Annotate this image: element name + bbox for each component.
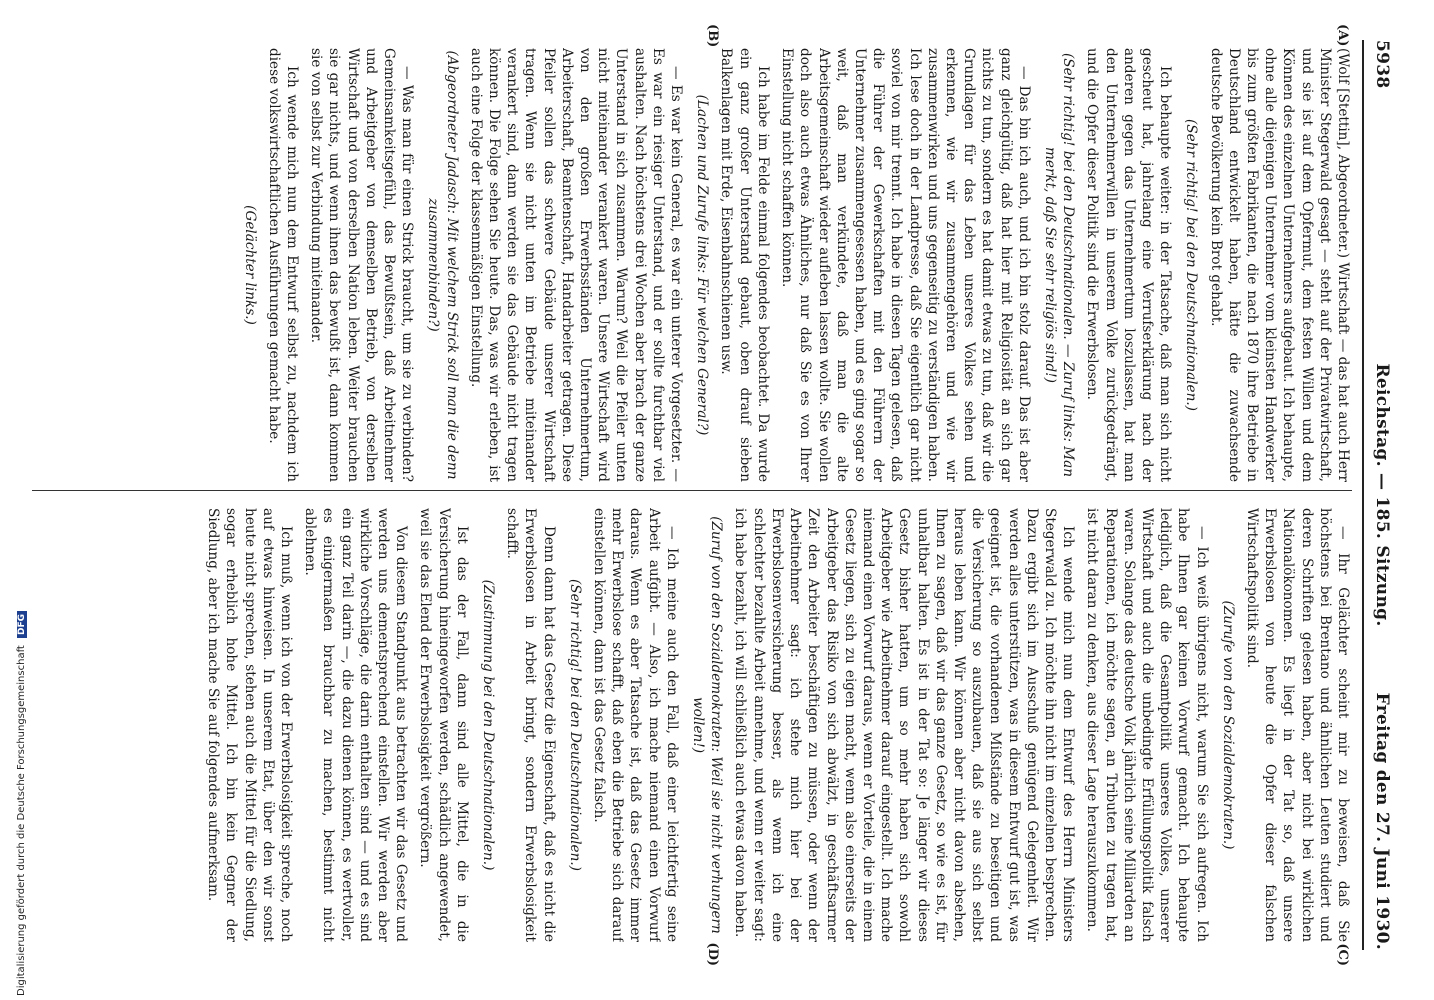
margin-marker-b: (B) [705,24,720,48]
paragraph: — Ihr Gelächter scheint mir zu beweisen, daß Sie höchstens bei Brentano und ähnlichen Leuten studiert und deren Schriften gelesen haben, aber nicht bei wirklichen Nationalökonomen. Es liegt in der Tat so, daß unsere Erwerbslosen von heute die Opfer dieser falschen Wirtschaftspolitik sind. [1243,508,1351,942]
paragraph: (Wolf [Stettin], Abgeordneter.) Wirtschaft — das hat auch Herr Minister Stegerwald gesagt — steht auf der Privatwirtschaft, und sie ist auf dem Opfermut, dem festen Willen und dem Können des einzelnen Unternehmers aufgebaut. Ich behaupte, ohne alle diejenigen Unternehmer vom kleinsten Handwerker bis zum größten Fabrikanten, die nach 1870 ihre Betriebe in Deutschland entwickelt haben, hätte die zuwachsende deutsche Bevölkerung kein Brot gehabt. [1207,48,1351,482]
paragraph: Ich wende mich nun dem Entwurf des Herrn Ministers Stegerwald zu. Ich möchte ihn nicht im einzelnen besprechen. Dazu ergibt sich im Ausschuß genügend Gelegenheit. Wir werden alles unterstützen, was in diesem Entwurf gut ist, was geeignet ist, die vorhandenen Mißstände zu beseitigen und die Versicherung so auszubauen, daß sie aus sich selbst heraus leben kann. Wir können aber nicht davon absehen, Ihnen zu sagen, daß wir das ganze Gesetz, so wie es ist, für unhaltbar halten. Es ist in der Tat so: Je länger wir dieses Gesetz bisher hatten, um so mehr haben sich sowohl Arbeitgeber wie Arbeitnehmer darauf eingestellt. Ich mache niemand einen Vorwurf daraus, wenn er Vorteile, die in einem Gesetz liegen, sich zu eigen macht, wenn also einerseits der Arbeitgeber das Risiko von sich abwälzt, in geschäftsarmer Zeit den Arbeiter beschäftigen zu müssen, oder wenn der Arbeitnehmer sagt: ich stehe mich hier bei der Erwerbslosenversicherung besser, als wenn ich eine schlechter bezahlte Arbeit annehme, und wenn er weiter sagt: ich habe bezahlt, ich will schließlich auch etwas davon haben. [732,508,1077,942]
paragraph: — Das bin ich auch, und ich bin stolz darauf. Das ist aber ganz gleichgültig, daß hat hier mit Religiosität an sich gar nichts zu tun, sondern es hat damit etwas zu tun, daß wir die Grundlagen für das Leben unseres Volkes sehen und erkennen, wie wir zusammengehören und wie wir zusammenwirken und uns gegenseitig zu verständigen haben. Ich lese doch in der Landpresse, daß Sie eigentlich gar nicht soviel von mir trennt. Ich habe in diesen Tagen gelesen, daß die Führer der Gewerkschaften mit den Führern der Unternehmer zusammengesessen haben, und es ging sogar so weit, daß man verkündete, daß man die alte Arbeitsgemeinschaft wieder aufleben lassen wollte. Sie wollen doch also auch etwas Ähnliches, nur daß Sie es von Ihrer Einstellung nicht schaffen können. [779,48,1032,482]
interjection: (Abgeordneter Jadasch: Mit welchem Strick soll man die denn zusammenbinden?) [425,50,460,480]
interjection: (Gelächter links.) [241,205,258,325]
interjection: (Sehr richtig! bei den Deutschnationalen.) [1183,119,1200,411]
paragraph: — Ich meine auch den Fall, daß einer leichtfertig seine Arbeit aufgibt. — Also, ich mache niemand einen Vorwurf daraus. Wenn es aber Tatsache ist, daß das Gesetz immer mehr Erwerbslose schafft, daß eben die Betriebe sich darauf einstellen können, dann ist das Gesetz falsch. [591,508,680,942]
margin-marker-d: (D) [705,942,720,966]
paragraph: Ich habe im Felde einmal folgendes beobachtet. Da wurde ein ganz großer Unterstand gebaut, oben drauf sieben Balkenlagen mit Erde, Eisenbahnschienen usw. [718,48,771,482]
margin-marker-a: (A) [1335,24,1350,47]
paragraph: — Es war kein General, es war ein unterer Vorgesetzter. — Es war ein riesiger Unterstand, und er sollte furchtbar viel aushalten. Nach höchstens drei Wochen aber brach der ganze Unterstand in sich zusammen. Warum? Weil die Pfeiler unten nicht miteinander verankert waren. Unsere Wirtschaft wird von den großen Erwerbsständen Unternehmertum, Arbeiterschaft, Beamtenschaft, Handarbeiter getragen. Diese Pfeiler sollen das schwere Gebäude unserer Wirtschaft tragen. Wenn sie nicht unten im Betriebe miteinander verankert sind, dann werden sie das Gebäude nicht tragen können. Die Folge sehen Sie heute. Das, was wir erleben, ist auch eine Folge der klassenmäßigen Einstellung. [467,48,685,482]
interjection: (Sehr richtig! bei den Deutschnationalen. — Zuruf links: Man merkt, daß Sie sehr religiös sind!) [1041,52,1077,478]
dfg-logo: DFG [17,611,27,638]
page-number: 5938 [1372,40,1392,89]
interjection: (Sehr richtig! bei den Deutschnationalen.) [566,579,583,871]
column-divider [32,490,1352,491]
page-title: Reichstag. — 185. Sitzung. [1372,363,1392,627]
paragraph: Ist das der Fall, dann sind alle Mittel, die in die Versicherung hineingeworfen werden, schädlich angewendet, weil sie das Elend der Erwerbslosigkeit vergrößern. [417,508,470,942]
digitization-text: Digitalisierung gefördert durch die Deutsche Forschungsgemeinschaft [16,645,27,996]
session-date: Freitag den 27. Juni 1930. [1372,692,1392,950]
paragraph: — Ich weiß übrigens nicht, warum Sie sich aufregen. Ich habe Ihnen gar keinen Vorwurf gemacht. Ich behaupte lediglich, daß die Gesamtpolitik unseres Volkes, unserer Wirtschaft und auch die unbedingte Erfüllungspolitik falsch waren. Solange das deutsche Volk jährlich seine Milliarden an Reparationen, ich möchte sagen, an Tributen zu tragen hat, ist nicht daran zu denken, aus dieser Lage herauszukommen. [1084,508,1210,942]
paragraph: Von diesem Standpunkt aus betrachten wir das Gesetz und werden uns dementsprechend einstellen. Wir werden aber wirkliche Vorschläge, die darin enthalten sind — und es sind ein ganz Teil darin —, die dazu dienen können, es wertvoller, es einigermaßen brauchbar zu machen, bestimmt nicht ablehnen. [302,508,410,942]
paragraph: Denn dann hat das Gesetz die Eigenschaft, daß es nicht die Erwerbslosen in Arbeit bringt, sondern Erwerbslosigkeit schafft. [504,508,557,942]
paragraph: Ich wende mich nun dem Entwurf selbst zu, nachdem ich diese volkswirtschaftlichen Ausführungen gemacht habe. [265,48,301,482]
header-rule [1362,40,1364,950]
left-column [32,48,1352,482]
document-page [10,20,1410,970]
paragraph: — Was man für einen Strick braucht, um sie zu verbinden? Gemeinsamkeitsgefühl, das Bewußtsein, daß Arbeitnehmer und Arbeitgeber von demselben Betrieb, von derselben Wirtschaft und von derselben Nation leben. Weiter brauchen sie gar nichts, und wenn ihnen das bewußt ist, dann kommen sie von selbst zur Verbindung miteinander. [308,48,416,482]
margin-marker-c: (C) [1335,943,1350,966]
interjection: (Lachen und Zurufe links: Für welchen General?) [694,94,711,436]
interjection: (Zustimmung bei den Deutschnationalen.) [480,579,497,871]
right-column [32,508,1352,942]
page-header [1364,40,1392,950]
paragraph: Ich muß, wenn ich von der Erwerbslosigkeit spreche, noch auf etwas hinweisen. In unserem Etat, über den wir sonst heute nicht sprechen, stehen auch die Mittel für die Siedlung, sogar erheblich hohe Mittel. Ich bin kein Gegner der Siedlung, aber ich mache Sie auf folgendes aufmerksam. [205,508,295,942]
paragraph: Ich behaupte weiter: in der Tatsache, daß man sich nicht gescheut hat, jahrelang eine Verrufserklärung nach der anderen gegen das Unternehmertum loszulassen, hat man den Unternehmerwillen in unserem Volke zurückgedrängt, und die Opfer dieser Politik sind die Erwerbslosen. [1084,48,1174,482]
interjection: (Zuruf von den Sozialdemokraten: Weil sie nicht verhungern wollen!) [690,516,725,934]
interjection: (Zurufe von den Sozialdemokraten.) [1219,600,1236,850]
digitization-note [2,0,27,1000]
